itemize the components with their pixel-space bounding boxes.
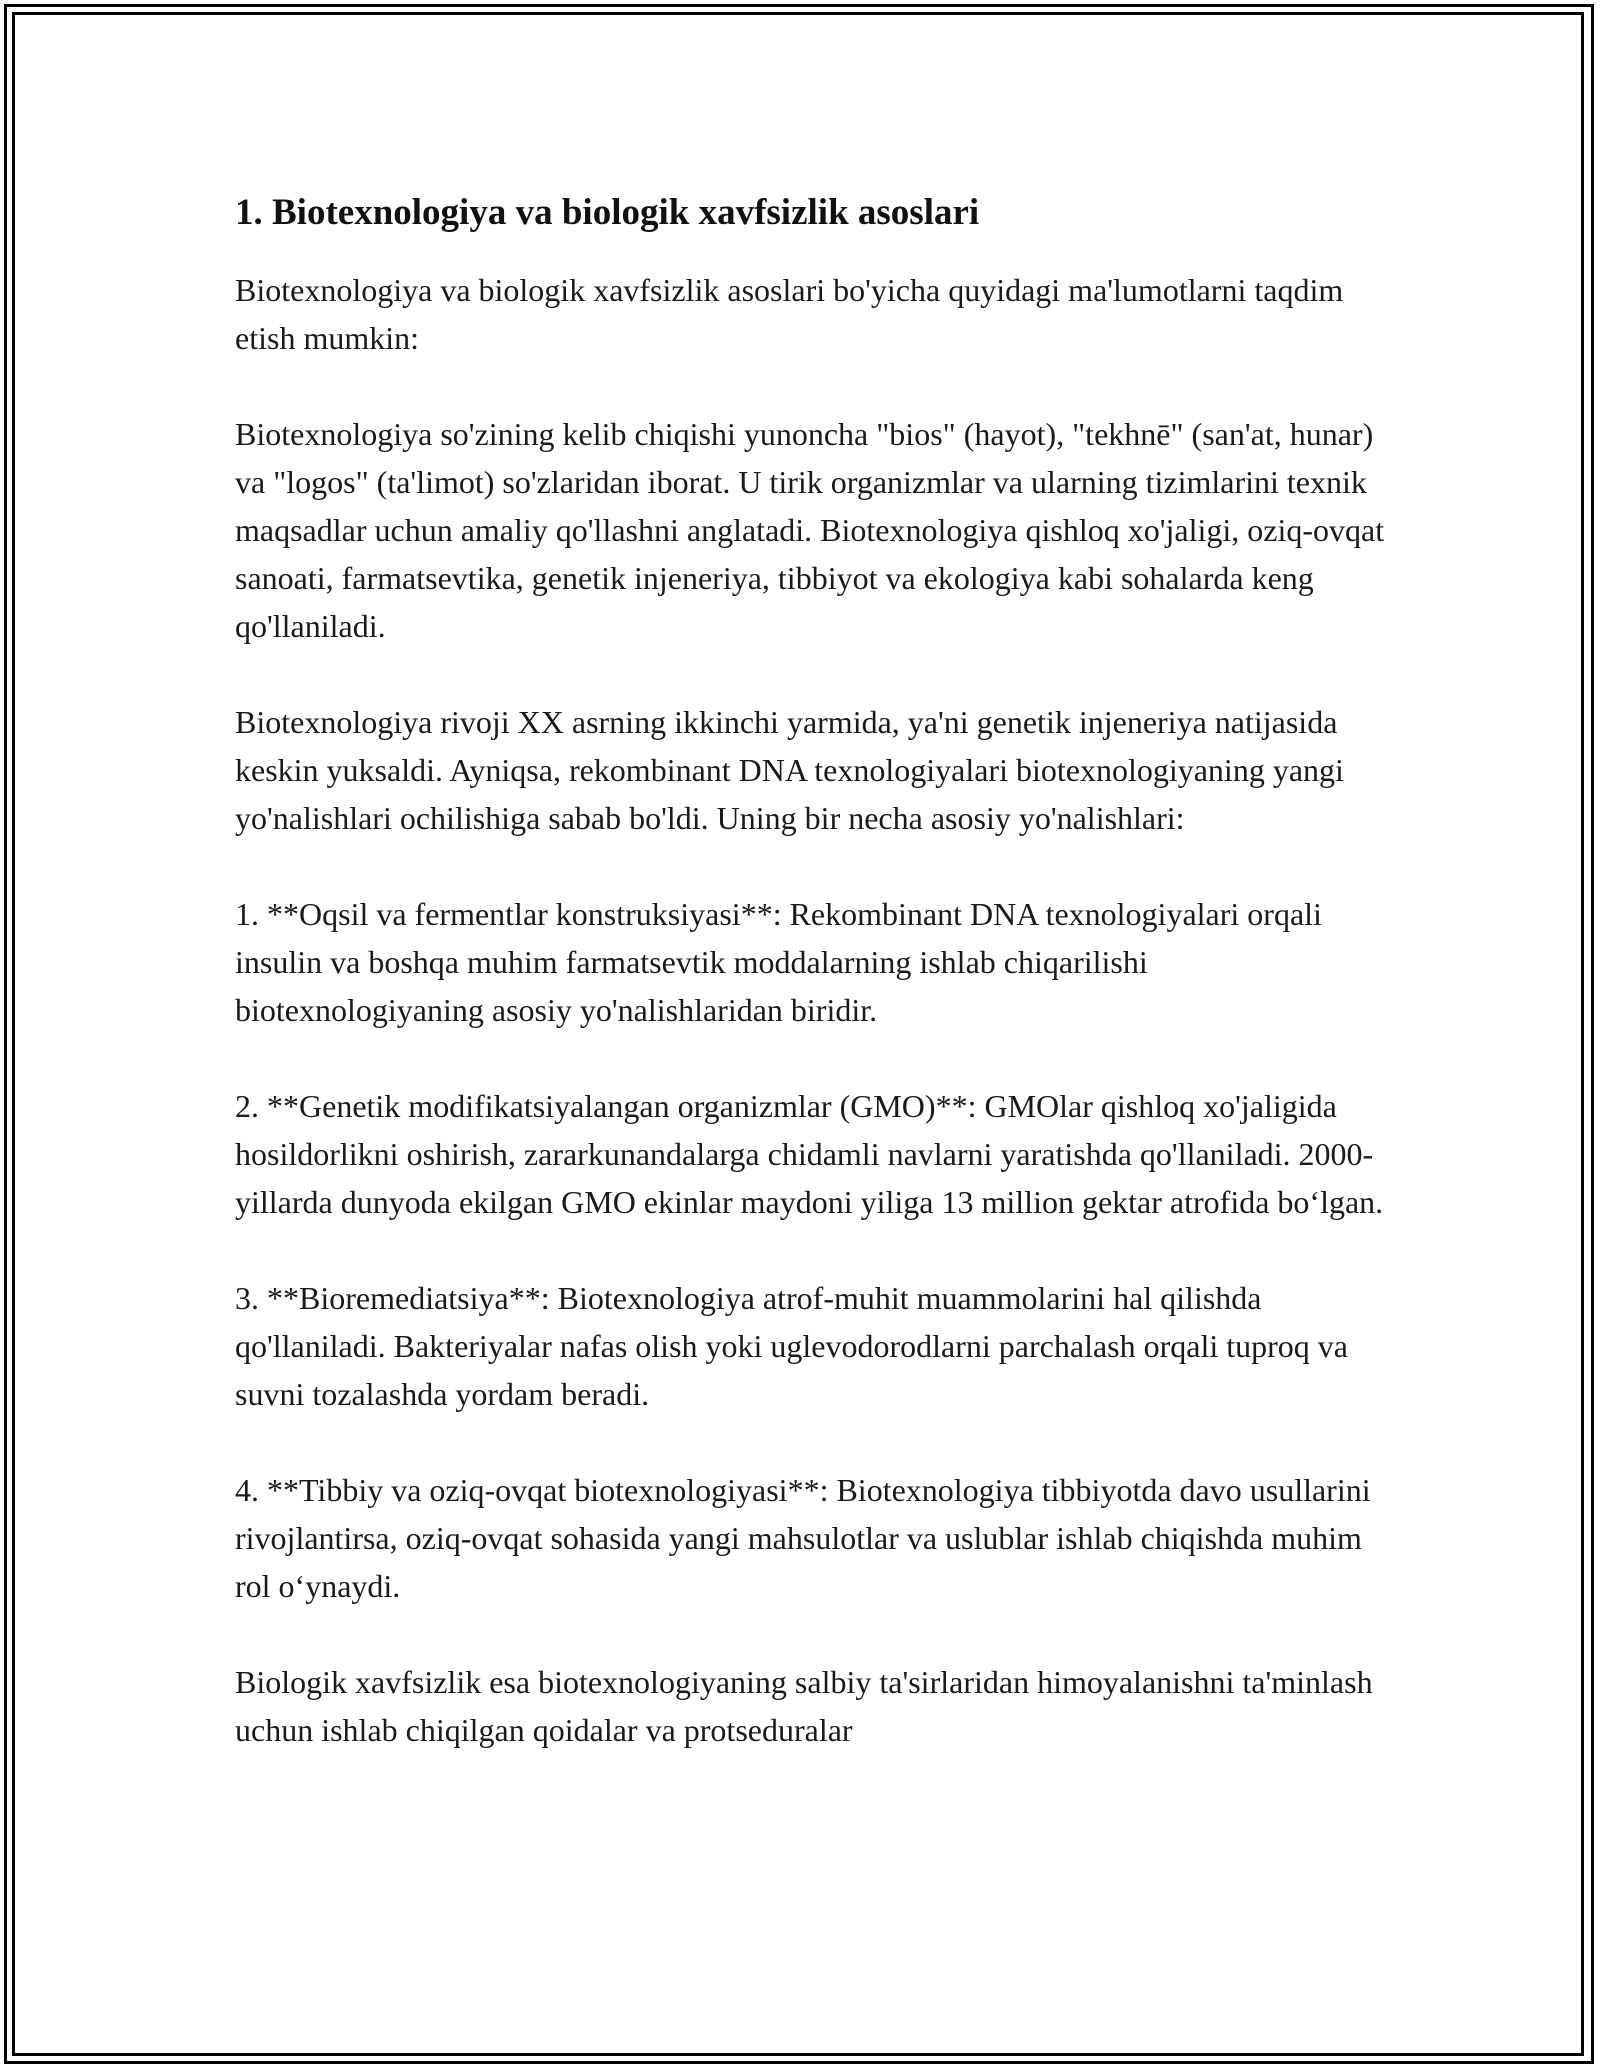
document-page bbox=[235, 186, 1395, 1754]
document-title: 1. Biotexnologiya va biologik xavfsizlik asoslari bbox=[235, 192, 980, 233]
list-item-medical-food: 4. **Tibbiy va oziq-ovqat biotexnologiyasi**: Biotexnologiya tibbiyotda davo usullarini rivojlantirsa, oziq-ovqat sohasida yangi mahsulotlar va uslublar ishlab chiqishda muhim rol o‘ynaydi. bbox=[235, 1472, 1371, 1604]
paragraph-biosafety: Biologik xavfsizlik esa biotexnologiyaning salbiy ta'sirlaridan himoyalanishni ta'minlash uchun ishlab chiqilgan qoidalar va protseduralar bbox=[235, 1664, 1373, 1748]
list-item-protein-enzymes: 1. **Oqsil va fermentlar konstruksiyasi**: Rekombinant DNA texnologiyalari orqali insulin va boshqa muhim farmatsevtik moddalarning ishlab chiqarilishi biotexnologiyaning asosiy yo'nalishlaridan biridir. bbox=[235, 896, 1322, 1028]
paragraph-intro: Biotexnologiya va biologik xavfsizlik asoslari bo'yicha quyidagi ma'lumotlarni taqdim etish mumkin: bbox=[235, 272, 1344, 356]
paragraph-etymology: Biotexnologiya so'zining kelib chiqishi yunoncha "bios" (hayot), "tekhnē" (san'at, hunar) va "logos" (ta'limot) so'zlaridan iborat. U tirik organizmlar va ularning tizimlarini texnik maqsadlar uchun amaliy qo'llashni anglatadi. Biotexnologiya qishloq xo'jaligi, oziq-ovqat sanoati, farmatsevtika, genetik injeneriya, tibbiyot va ekologiya kabi sohalarda keng qo'llaniladi. bbox=[235, 416, 1385, 644]
list-item-bioremediation: 3. **Bioremediatsiya**: Biotexnologiya atrof-muhit muammolarini hal qilishda qo'llaniladi. Bakteriyalar nafas olish yoki uglevodorodlarni parchalash orqali tuproq va suvni tozalashda yordam beradi. bbox=[235, 1280, 1348, 1412]
list-item-gmo: 2. **Genetik modifikatsiyalangan organizmlar (GMO)**: GMOlar qishloq xo'jaligida hosildorlikni oshirish, zararkunandalarga chidamli navlarni yaratishda qo'llaniladi. 2000-yillarda dunyoda ekilgan GMO ekinlar maydoni yiliga 13 million gektar atrofida bo‘lgan. bbox=[235, 1088, 1384, 1220]
paragraph-development: Biotexnologiya rivoji XX asrning ikkinchi yarmida, ya'ni genetik injeneriya natijasida keskin yuksaldi. Ayniqsa, rekombinant DNA texnologiyalari biotexnologiyaning yangi yo'nalishlari ochilishiga sabab bo'ldi. Uning bir necha asosiy yo'nalishlari: bbox=[235, 704, 1344, 836]
